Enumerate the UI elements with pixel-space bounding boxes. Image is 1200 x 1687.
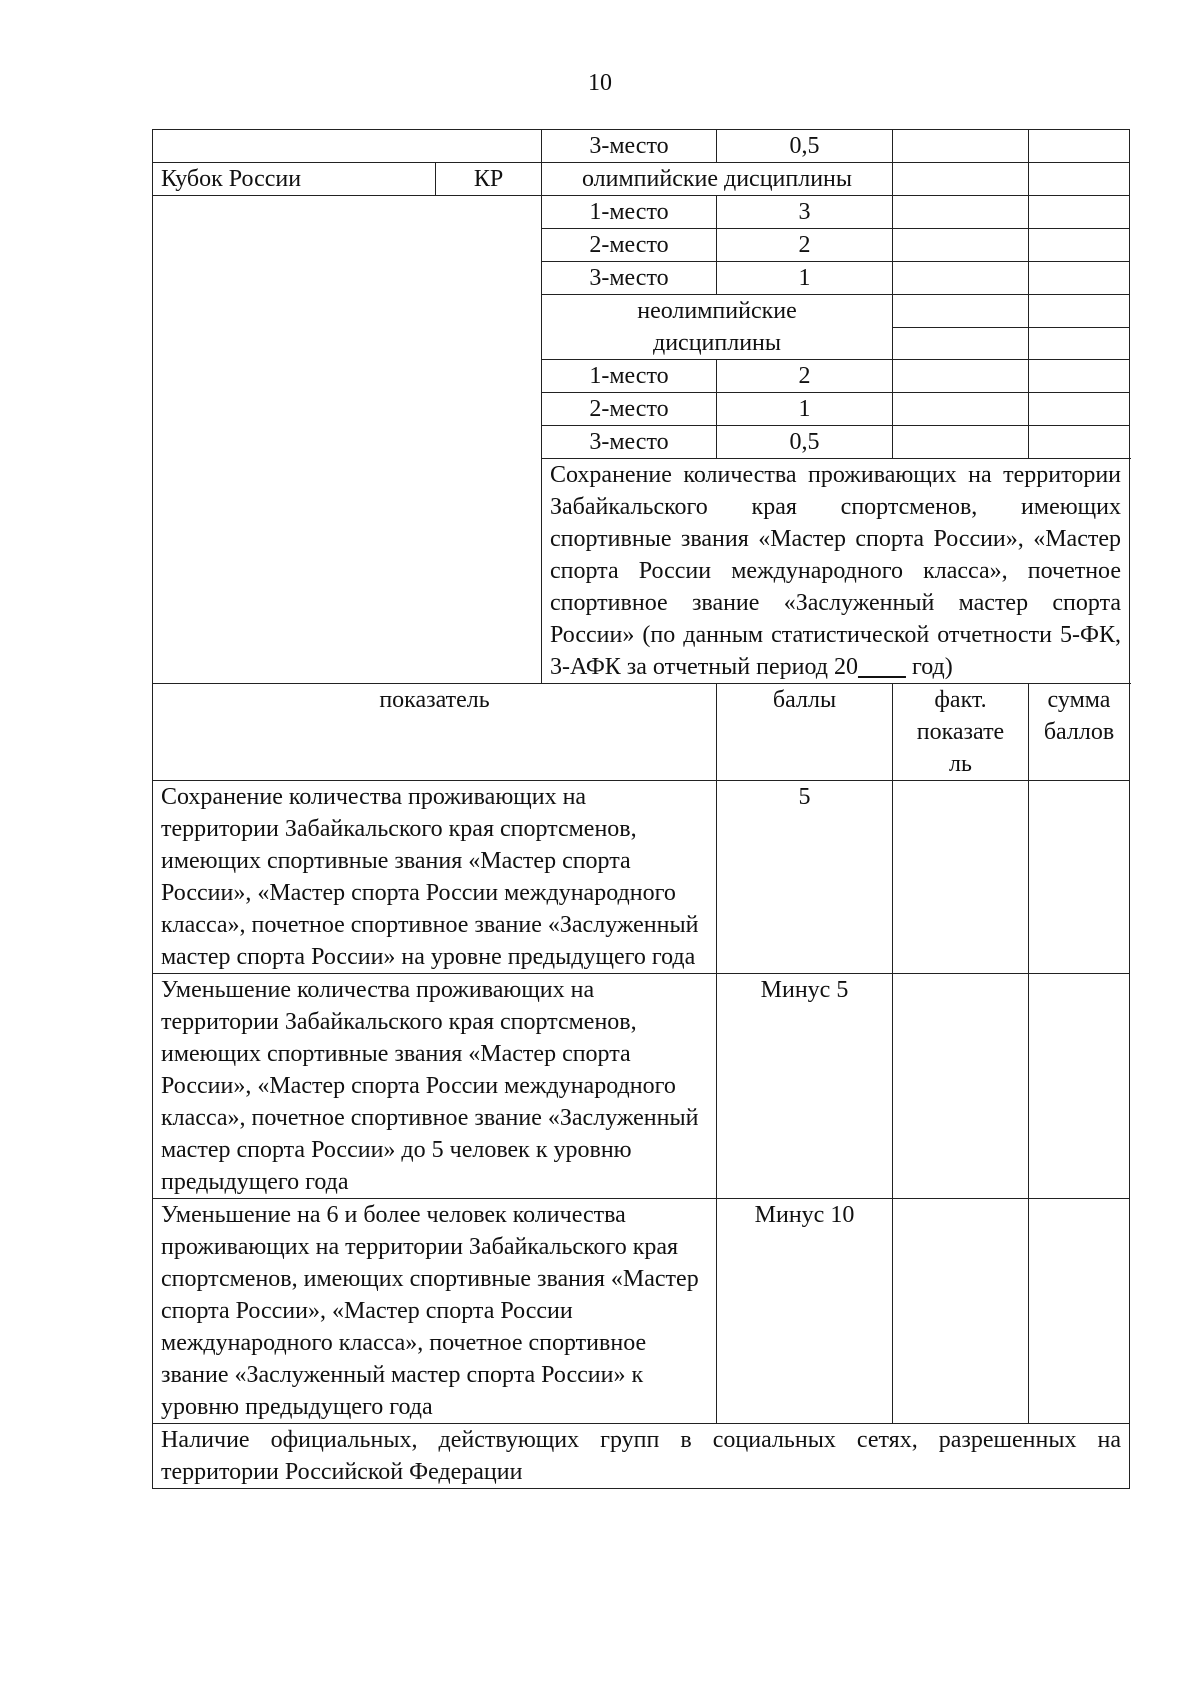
actual-cell: [893, 295, 1029, 328]
actual-cell: [893, 229, 1029, 262]
page-number: 10: [588, 70, 612, 96]
place-cell: 3-место: [542, 426, 717, 459]
nonolympic-header: [542, 295, 893, 360]
actual-cell: [893, 360, 1029, 393]
actual-cell: [893, 196, 1029, 229]
points-cell: 5: [717, 781, 893, 974]
points-cell: Минус 5: [717, 974, 893, 1199]
sum-cell: [1029, 781, 1130, 974]
retention-header-row: [153, 684, 1130, 781]
score-cell: 1: [717, 262, 893, 295]
header-indicator: показатель: [153, 684, 717, 781]
section-retention-title: Сохранение количества проживающих на территории Забайкальского края спортсменов, имеющих спортивные звания «Мастер спорта России», «Мастер спорта России международного класса», почетное спортивное звание «Заслуженный мастер спорта России» (по данным статистической отчетности 5-ФК, 3-АФК за отчетный период 20 год): [542, 459, 1130, 684]
sum-cell: [1029, 974, 1130, 1199]
actual-cell: [893, 262, 1029, 295]
score-cell: 3: [717, 196, 893, 229]
section-social-title: Наличие официальных, действующих групп в социальных сетях, разрешенных на территории Российской Федерации: [153, 1424, 1130, 1489]
sum-cell: [1029, 426, 1130, 459]
section-social-title-row: [153, 1424, 1130, 1489]
cup-merged-empty: [153, 196, 542, 684]
score-cell: 0,5: [717, 426, 893, 459]
retention-row: [153, 1199, 1130, 1424]
sum-cell: [1029, 163, 1130, 196]
place-cell: 3-место: [542, 262, 717, 295]
actual-cell: [893, 393, 1029, 426]
sum-cell: [1029, 1199, 1130, 1424]
retention-row: [153, 781, 1130, 974]
header-points: баллы: [717, 684, 893, 781]
sum-cell: [1029, 327, 1130, 360]
indicator-cell: Сохранение количества проживающих на территории Забайкальского края спортсменов, имеющих спортивные звания «Мастер спорта России», «Мастер спорта России международного класса», почетное спортивное звание «Заслуженный мастер спорта России» на уровне предыдущего года: [153, 781, 717, 974]
sum-cell: [1029, 393, 1130, 426]
cup-header-row: [153, 163, 1130, 196]
sum-cell: [1029, 229, 1130, 262]
actual-cell: [893, 163, 1029, 196]
header-actual: факт. показате ль: [893, 684, 1029, 781]
olympic-row: [153, 196, 1130, 229]
sum-cell: [1029, 196, 1130, 229]
cup-name: Кубок России: [153, 163, 436, 196]
cup-abbr: КР: [436, 163, 542, 196]
indicator-cell: Уменьшение количества проживающих на территории Забайкальского края спортсменов, имеющих спортивные звания «Мастер спорта России», «Мастер спорта России международного класса», почетное спортивное звание «Заслуженный мастер спорта России» до 5 человек к уровню предыдущего года: [153, 974, 717, 1199]
place-cell: 2-место: [542, 229, 717, 262]
year-blank: [858, 654, 906, 680]
place-cell: 2-место: [542, 393, 717, 426]
score-cell: 0,5: [717, 130, 893, 163]
score-cell: 2: [717, 229, 893, 262]
scoring-table: [152, 129, 1130, 1489]
indicator-cell: Уменьшение на 6 и более человек количества проживающих на территории Забайкальского края спортсменов, имеющих спортивные звания «Мастер спорта России», «Мастер спорта России международного класса», почетное спортивное звание «Заслуженный мастер спорта России» к уровню предыдущего года: [153, 1199, 717, 1424]
actual-cell: [893, 974, 1029, 1199]
score-cell: 1: [717, 393, 893, 426]
cup-prev-row: [153, 130, 1130, 163]
actual-cell: [893, 130, 1029, 163]
sum-cell: [1029, 360, 1130, 393]
actual-cell: [893, 327, 1029, 360]
place-cell: 3-место: [542, 130, 717, 163]
sum-cell: [1029, 295, 1130, 328]
actual-cell: [893, 781, 1029, 974]
score-cell: 2: [717, 360, 893, 393]
retention-row: [153, 974, 1130, 1199]
olympic-header: олимпийские дисциплины: [542, 163, 893, 196]
nonolympic-header-line1: неолимпийские: [637, 298, 797, 324]
place-cell: 1-место: [542, 360, 717, 393]
cup-prev-empty: [153, 130, 542, 163]
sum-cell: [1029, 262, 1130, 295]
actual-cell: [893, 1199, 1029, 1424]
actual-cell: [893, 426, 1029, 459]
points-cell: Минус 10: [717, 1199, 893, 1424]
place-cell: 1-место: [542, 196, 717, 229]
header-sum: сумма баллов: [1029, 684, 1130, 781]
nonolympic-header-line2: дисциплины: [652, 330, 782, 356]
sum-cell: [1029, 130, 1130, 163]
